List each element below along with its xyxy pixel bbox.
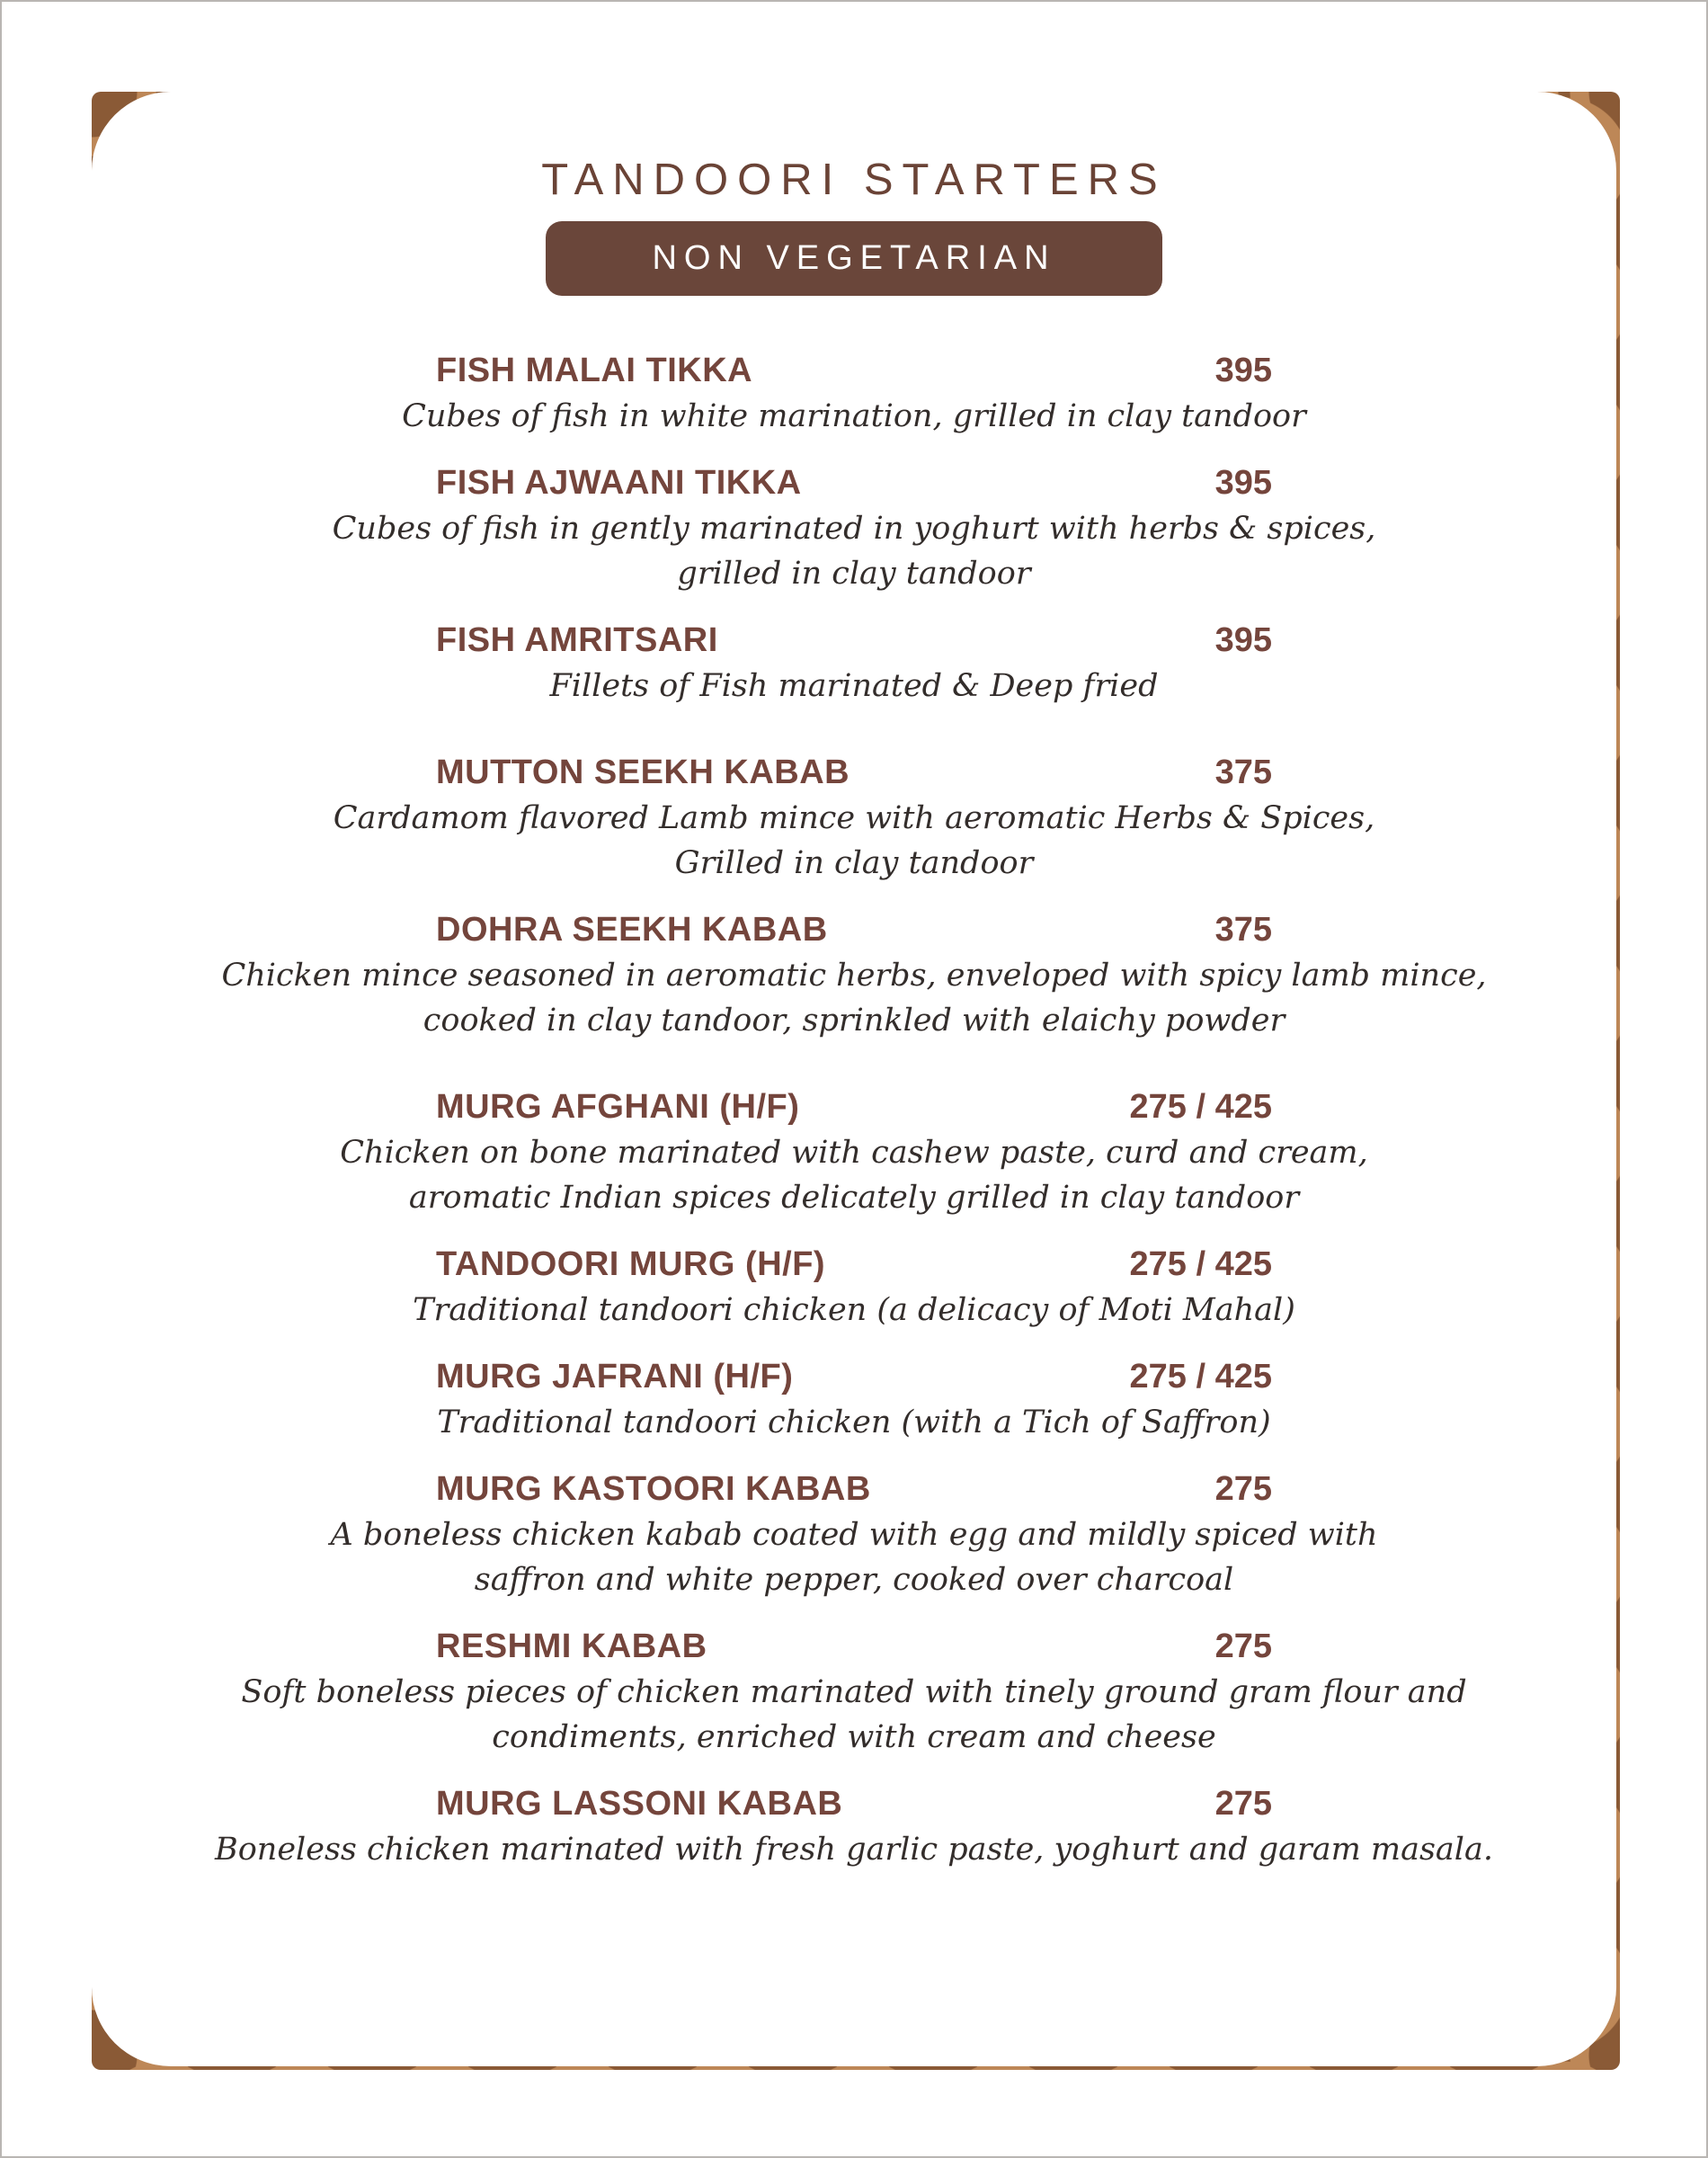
item-name: DOHRA SEEKH KABAB xyxy=(436,911,828,949)
item-name: MURG AFGHANI (H/F) xyxy=(436,1088,800,1126)
menu-item xyxy=(110,1358,1598,1445)
item-description xyxy=(110,796,1598,886)
item-description-line: grilled in clay tandoor xyxy=(677,556,1031,592)
menu-item xyxy=(110,1785,1598,1872)
item-description xyxy=(110,1512,1598,1602)
item-description xyxy=(110,953,1598,1043)
item-name: FISH AJWAANI TIKKA xyxy=(436,464,802,502)
item-description-line: saffron and white pepper, cooked over charcoal xyxy=(474,1562,1234,1598)
item-price: 275 xyxy=(1214,1627,1272,1665)
item-name-price-row xyxy=(436,1627,1272,1666)
item-name: FISH AMRITSARI xyxy=(436,621,718,659)
menu-item xyxy=(110,464,1598,596)
menu-card xyxy=(92,92,1616,2066)
item-price: 275 / 425 xyxy=(1129,1358,1272,1396)
item-price: 395 xyxy=(1214,621,1272,659)
item-price: 395 xyxy=(1214,464,1272,502)
item-price: 375 xyxy=(1214,754,1272,791)
item-price: 275 xyxy=(1214,1470,1272,1508)
menu-item xyxy=(110,1245,1598,1333)
item-description-line: condiments, enriched with cream and cheese xyxy=(492,1719,1216,1755)
menu-item xyxy=(110,1627,1598,1760)
item-description xyxy=(110,1288,1598,1333)
item-description-line: Traditional tandoori chicken (a delicacy of Moti Mahal) xyxy=(413,1292,1295,1328)
menu-item xyxy=(110,911,1598,1043)
item-name: FISH MALAI TIKKA xyxy=(436,352,753,389)
item-name-price-row xyxy=(436,1245,1272,1284)
item-name: MUTTON SEEKH KABAB xyxy=(436,754,850,791)
item-price: 275 xyxy=(1214,1785,1272,1823)
item-name-price-row xyxy=(436,1088,1272,1127)
item-name-price-row xyxy=(436,352,1272,390)
item-name: MURG KASTOORI KABAB xyxy=(436,1470,871,1508)
menu-item xyxy=(110,1088,1598,1220)
item-description xyxy=(110,394,1598,439)
item-description xyxy=(110,664,1598,709)
item-description xyxy=(110,1400,1598,1445)
item-description-line: Chicken on bone marinated with cashew paste, curd and cream, xyxy=(340,1135,1368,1171)
item-price: 375 xyxy=(1214,911,1272,949)
item-price: 275 / 425 xyxy=(1129,1245,1272,1283)
item-name-price-row xyxy=(436,754,1272,792)
item-description-line: Traditional tandoori chicken (with a Tich of Saffron) xyxy=(437,1404,1271,1440)
item-description-line: Soft boneless pieces of chicken marinated with tinely ground gram flour and xyxy=(241,1674,1467,1710)
item-name: RESHMI KABAB xyxy=(436,1627,707,1665)
item-name-price-row xyxy=(436,621,1272,660)
item-price: 395 xyxy=(1214,352,1272,389)
item-description-line: cooked in clay tandoor, sprinkled with elaichy powder xyxy=(423,1003,1285,1039)
item-name-price-row xyxy=(436,1785,1272,1824)
item-price: 275 / 425 xyxy=(1129,1088,1272,1126)
item-description xyxy=(110,1827,1598,1872)
page-title: TANDOORI STARTERS xyxy=(541,156,1167,204)
menu-item xyxy=(110,352,1598,439)
section-badge: NON VEGETARIAN xyxy=(546,221,1161,296)
menu-item xyxy=(110,1470,1598,1602)
item-description xyxy=(110,1130,1598,1220)
item-name-price-row xyxy=(436,464,1272,503)
item-description-line: Cubes of fish in gently marinated in yoghurt with herbs & spices, xyxy=(332,511,1376,547)
item-name-price-row xyxy=(436,1470,1272,1509)
item-name: MURG LASSONI KABAB xyxy=(436,1785,843,1823)
item-description xyxy=(110,506,1598,596)
item-description xyxy=(110,1670,1598,1760)
menu-item xyxy=(110,754,1598,886)
item-description-line: Cardamom flavored Lamb mince with aeromatic Herbs & Spices, xyxy=(333,800,1375,836)
item-name-price-row xyxy=(436,1358,1272,1396)
item-name: TANDOORI MURG (H/F) xyxy=(436,1245,826,1283)
item-description-line: A boneless chicken kabab coated with egg and mildly spiced with xyxy=(330,1517,1378,1553)
item-name-price-row xyxy=(436,911,1272,950)
item-description-line: Grilled in clay tandoor xyxy=(674,845,1034,881)
item-description-line: Cubes of fish in white marination, grilled in clay tandoor xyxy=(402,398,1306,434)
item-description-line: Chicken mince seasoned in aeromatic herbs, enveloped with spicy lamb mince, xyxy=(221,958,1487,994)
item-description-line: Fillets of Fish marinated & Deep fried xyxy=(549,668,1159,704)
item-description-line: aromatic Indian spices delicately grilled in clay tandoor xyxy=(408,1180,1300,1216)
item-description-line: Boneless chicken marinated with fresh garlic paste, yoghurt and garam masala. xyxy=(215,1832,1493,1868)
menu-item xyxy=(110,621,1598,709)
item-name: MURG JAFRANI (H/F) xyxy=(436,1358,794,1396)
menu-items-list xyxy=(110,352,1598,1872)
